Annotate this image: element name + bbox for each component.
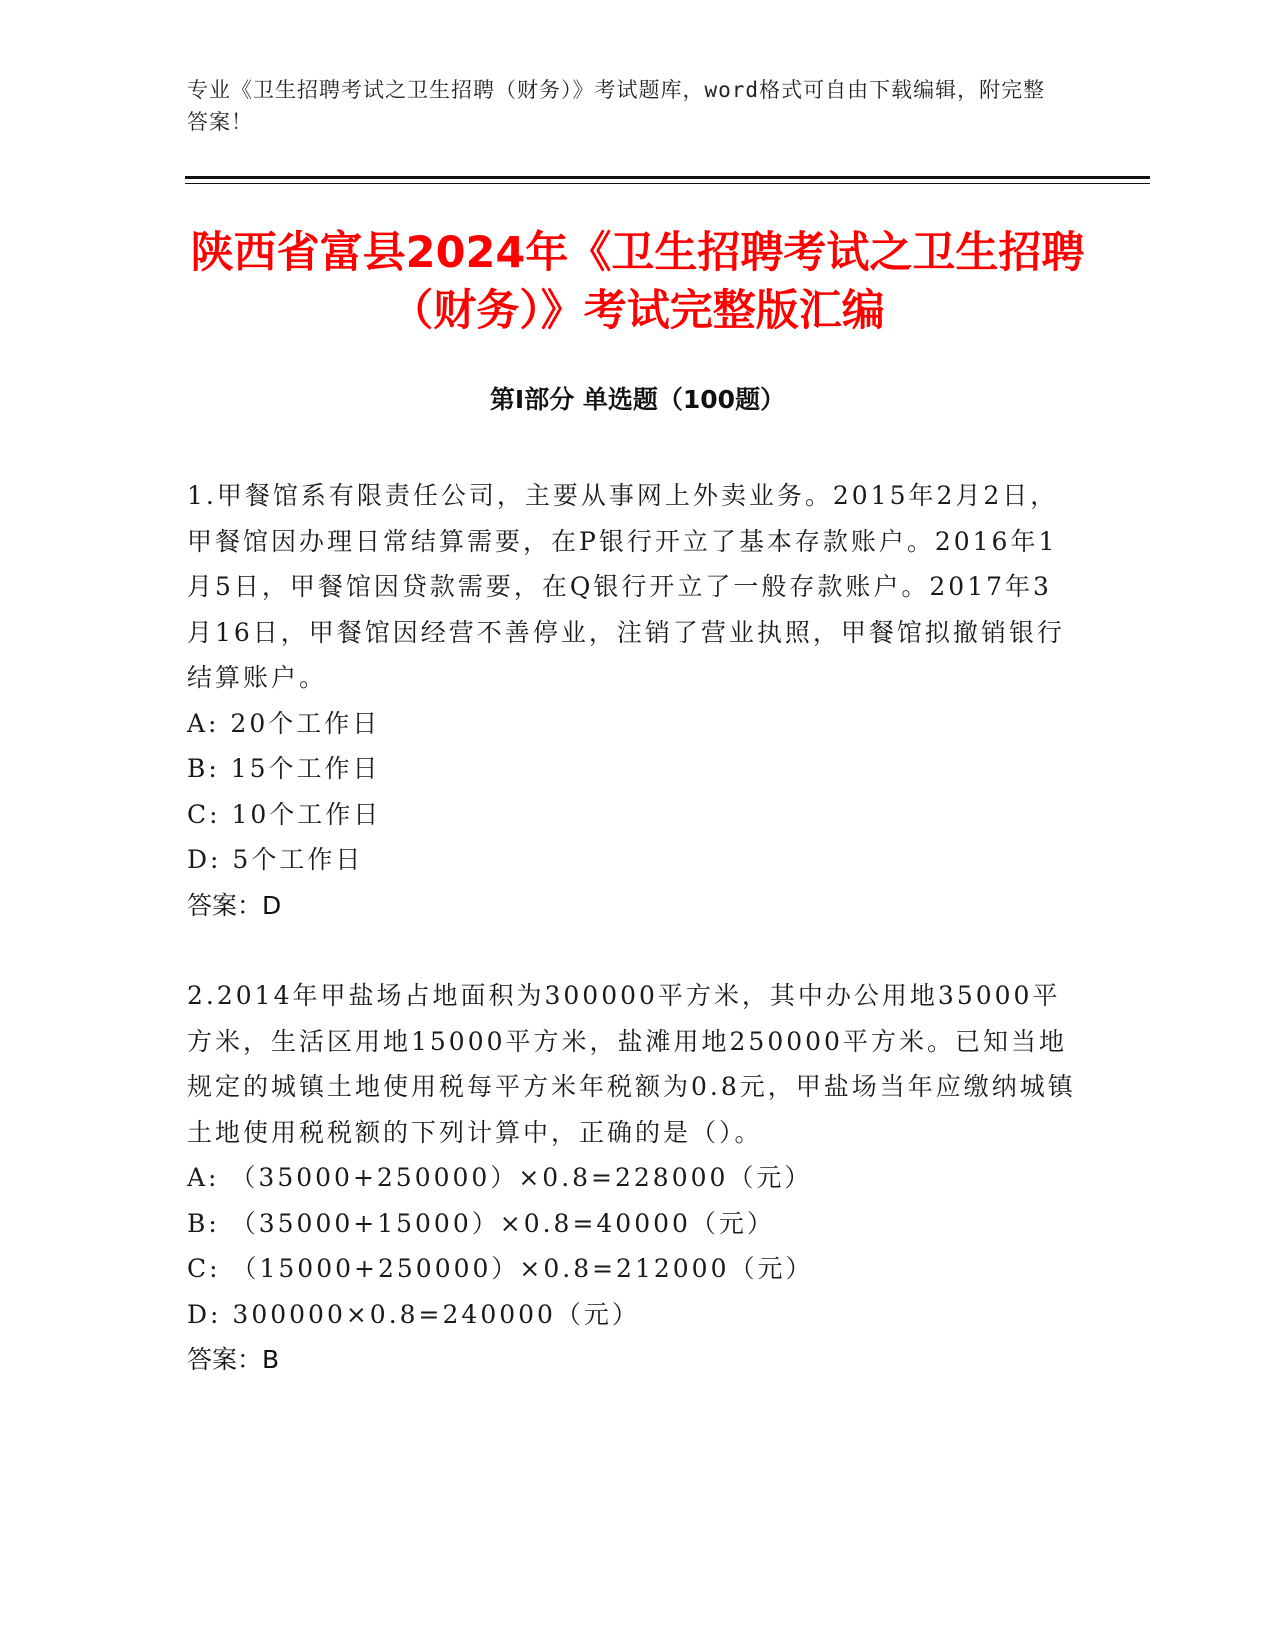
option-d: D: 300000×0.8=240000（元）	[187, 1299, 640, 1329]
section-title: 第I部分 单选题（100题）	[489, 385, 786, 414]
option-d: D: 5个工作日	[187, 845, 364, 874]
option-b: B: （35000+15000）×0.8=40000（元）	[187, 1208, 775, 1238]
question-stem: 1.甲餐馆系有限责任公司，主要从事网上外卖业务。2015年2月2日，甲餐馆因办理日常结算需要，在P银行开立了基本存款账户。2016年1月5日，甲餐馆因贷款需要，在Q银行开立了一般存款账户。2017年3月16日，甲餐馆因经营不善停业，注销了营业执照，甲餐馆拟撤销银行结算账户。	[187, 481, 1065, 692]
header-rule-thick	[185, 176, 1150, 179]
question-stem: 2.2014年甲盐场占地面积为300000平方米，其中办公用地35000平方米，生活区用地15000平方米，盐滩用地250000平方米。已知当地规定的城镇土地使用税每平方米年税额为0.8元，甲盐场当年应缴纳城镇土地使用税税额的下列计算中，正确的是（）。	[187, 981, 1076, 1147]
document-title: 陕西省富县2024年《卫生招聘考试之卫生招聘（财务）》考试完整版汇编	[190, 228, 1085, 336]
option-c: C: （15000+250000）×0.8=212000（元）	[187, 1254, 814, 1283]
header-rule-thin	[185, 183, 1150, 184]
question-2	[187, 973, 1077, 1383]
header-note: 专业《卫生招聘考试之卫生招聘（财务）》考试题库，word格式可自由下载编辑，附完整答案！	[187, 78, 1046, 134]
answer: 答案：B	[187, 1345, 280, 1374]
option-a: A: （35000+250000）×0.8=228000（元）	[187, 1163, 813, 1192]
question-list	[187, 473, 1077, 1428]
question-1	[187, 473, 1077, 928]
option-b: B: 15个工作日	[187, 754, 381, 783]
option-c: C: 10个工作日	[187, 799, 382, 829]
option-a: A: 20个工作日	[187, 708, 381, 738]
answer: 答案：D	[187, 890, 282, 920]
